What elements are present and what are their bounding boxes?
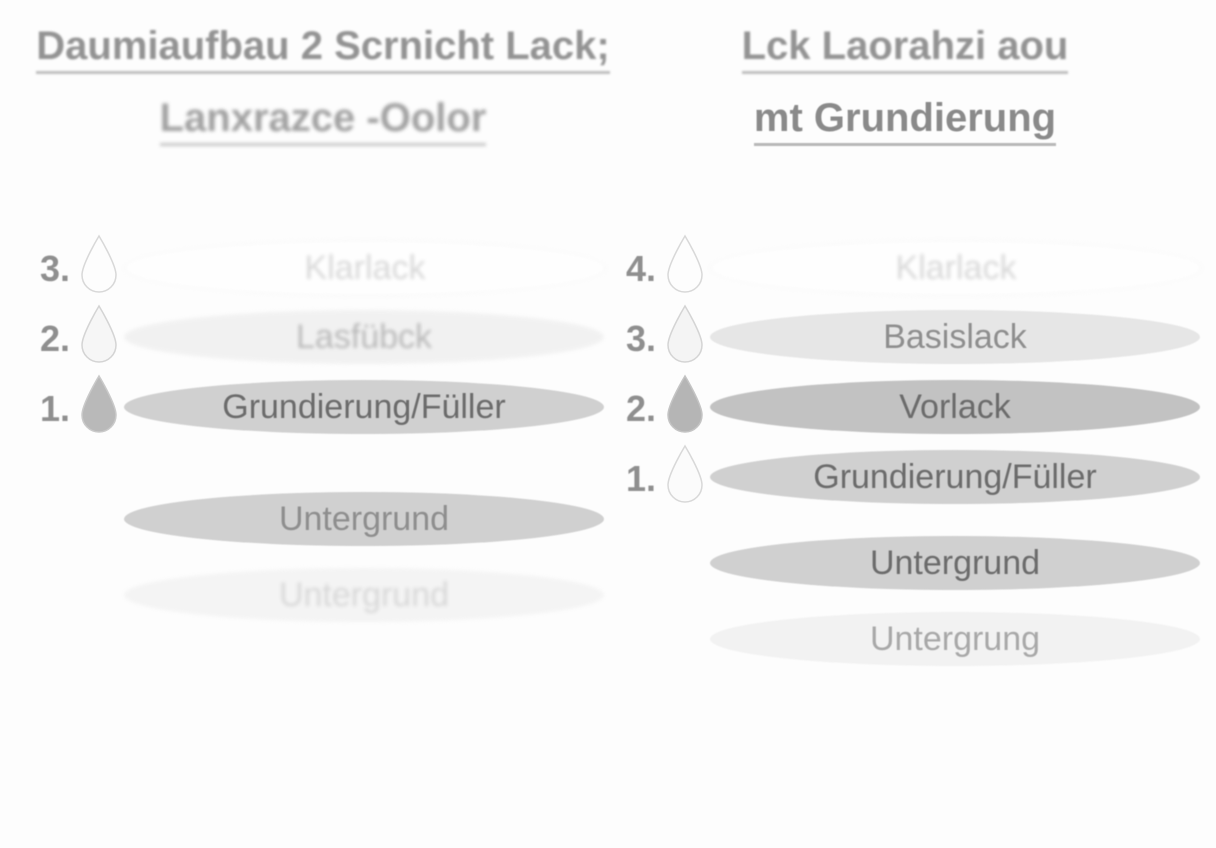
ground-ellipse bbox=[124, 568, 604, 622]
ground-label: Untergrund bbox=[278, 575, 450, 614]
left-title bbox=[18, 24, 628, 146]
layer-label: Vorlack bbox=[899, 387, 1011, 426]
layer-row bbox=[14, 230, 614, 300]
paint-drop-icon bbox=[664, 234, 706, 296]
ground-ellipse bbox=[710, 536, 1200, 590]
left-layer-stack bbox=[14, 230, 614, 636]
layer-ellipse bbox=[710, 240, 1202, 296]
right-layer-stack bbox=[600, 230, 1204, 680]
layer-label: Basislack bbox=[883, 317, 1027, 356]
paint-drop-icon bbox=[78, 304, 120, 366]
step-number: 3. bbox=[39, 248, 70, 289]
layer-ellipse bbox=[124, 310, 604, 364]
left-title-line1: Daumiaufbau 2 Scrnicht Lack; bbox=[36, 24, 609, 74]
paint-drop-icon bbox=[664, 304, 706, 366]
layer-ellipse bbox=[710, 380, 1200, 434]
ground-ellipse bbox=[124, 492, 604, 546]
layer-row bbox=[14, 300, 614, 370]
ground-row bbox=[14, 484, 614, 560]
layer-label: Grundierung/Füller bbox=[813, 457, 1097, 496]
layer-label: Grundierung/Füller bbox=[222, 387, 506, 426]
ground-ellipse bbox=[710, 612, 1200, 666]
layer-ellipse bbox=[710, 450, 1200, 504]
paint-drop-icon bbox=[664, 374, 706, 436]
layer-label: Klarlack bbox=[304, 248, 426, 287]
step-number: 2. bbox=[39, 318, 70, 359]
ground-label: Untergrung bbox=[869, 619, 1041, 658]
layer-label: Lasfübck bbox=[295, 317, 433, 356]
left-title-line2: Lanxrazce -Oolor bbox=[160, 96, 487, 146]
paint-drop-icon bbox=[78, 234, 120, 296]
layer-row bbox=[600, 370, 1204, 440]
ground-row bbox=[14, 560, 614, 636]
layer-row bbox=[600, 440, 1204, 510]
paint-drop-icon bbox=[78, 374, 120, 436]
right-title bbox=[600, 24, 1210, 146]
layer-ellipse bbox=[124, 240, 606, 296]
layer-row bbox=[600, 300, 1204, 370]
layer-ellipse bbox=[124, 380, 604, 434]
layer-label: Klarlack bbox=[895, 248, 1017, 287]
step-number: 1. bbox=[625, 458, 656, 499]
paint-drop-icon bbox=[664, 444, 706, 506]
ground-label: Untergrund bbox=[869, 543, 1041, 582]
step-number: 3. bbox=[625, 318, 656, 359]
right-title-line2: mt Grundierung bbox=[754, 96, 1056, 146]
step-number: 2. bbox=[625, 388, 656, 429]
ground-row bbox=[600, 528, 1204, 604]
step-number: 4. bbox=[625, 248, 656, 289]
step-number: 1. bbox=[39, 388, 70, 429]
ground-label: Untergrund bbox=[278, 499, 450, 538]
ground-row bbox=[600, 604, 1204, 680]
layer-row bbox=[14, 370, 614, 440]
right-title-line1: Lck Laorahzi aou bbox=[742, 24, 1069, 74]
layer-row bbox=[600, 230, 1204, 300]
layer-ellipse bbox=[710, 310, 1200, 364]
